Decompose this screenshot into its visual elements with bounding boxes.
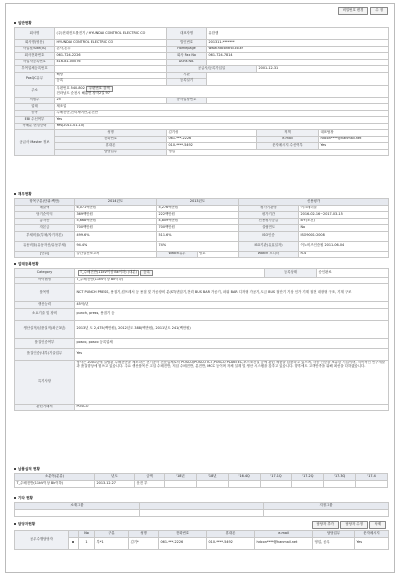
finance-section-title: 재무현황	[14, 192, 32, 196]
company-name-value: (주)현대컨트롤전기 / HYUNDAI CONTROL ELECTRIC CO	[55, 28, 167, 40]
supply-row-cell	[196, 480, 228, 487]
eng-name-value: HYUNDAI CONTROL ELECTRIC CO	[55, 40, 167, 47]
industry-label: 업태	[15, 104, 55, 111]
reg-status-value: 승인완료	[317, 269, 389, 278]
product-value: NCT PUNCH PRESS, 용접기,컴프레서 등 용접 및 가공장비 분(ST)변압기,전력 BUS BAR 가공기, 파워 BAR 디자형 가공기,도금 BUS 절단기 기상 인가 기계 절전 내장형 구조, 기계 구조	[75, 284, 389, 302]
finance-row-v1: 5,668백만원	[75, 218, 157, 225]
bullet-icon	[14, 468, 16, 470]
delete-contact-button[interactable]: 삭제	[369, 521, 386, 529]
sub-site-label: 종사업장번호	[167, 97, 207, 104]
supply-row-cell	[292, 480, 324, 487]
corp-no-value: 201311-*******	[207, 40, 389, 47]
tech-label: 소요기술 및 장비	[15, 308, 75, 320]
bullet-icon	[14, 193, 16, 195]
supply-header-period: '17.1Q	[260, 474, 292, 481]
supply-header-cat: 소분야(분류)	[15, 474, 95, 481]
contact-header-name: 성명	[129, 531, 159, 538]
contact-row-email: hdcon****@hanmail.net	[255, 537, 313, 549]
fax-label: 회사 Fax No	[167, 53, 207, 60]
supply-row-cell	[228, 480, 260, 487]
capacity-label: 생산능력	[15, 302, 75, 309]
category-select[interactable]: T_수배전반(11kV이상 Bk이하) (대분)	[78, 270, 140, 276]
finance-row-v1: 94.4%	[75, 241, 157, 251]
sms-consent-label: 독배분 변경승락	[15, 123, 55, 130]
credit-row-value: ISO9001:2008	[299, 231, 389, 241]
group-header-material: 소재그룹	[15, 503, 140, 510]
partner-value: POSCO	[75, 404, 389, 411]
finance-row-v2: 222백만원	[157, 212, 239, 219]
supply-row-year: 2013.12.27	[95, 480, 135, 487]
trade-item-label: 아이템명	[15, 277, 75, 284]
product-label: 품목명	[15, 284, 75, 302]
expertise-label: 품질인증(내부)기술업무	[15, 348, 75, 360]
vendor-detail-page	[5, 3, 395, 573]
fax-value: 061-724-7814	[207, 53, 389, 60]
add-contact-button[interactable]: 담당자 추가	[312, 521, 339, 529]
group-section-title: 기타 현황	[14, 496, 33, 500]
master-email-label: e-mail	[257, 136, 319, 143]
contact-section-title: 담당자현황	[14, 522, 35, 526]
master-tel-value: 061-***-2226	[167, 136, 257, 143]
finance-row-v1: 700백만원	[75, 225, 157, 232]
posqc-reg: 등록	[56, 78, 64, 83]
homepage-value[interactable]: www.hdcontrol.co.kr	[207, 46, 389, 53]
contact-header-email: e-mail	[255, 531, 313, 538]
master-tel-label: 전화번호	[55, 136, 167, 143]
supply-row-cat: T_수배전반(11kV이상 Bk이하)	[15, 480, 95, 487]
contact-table	[14, 530, 389, 550]
finance-table	[14, 198, 389, 258]
group-row-assigned	[264, 509, 389, 516]
bizno-value: 416-81-00076	[55, 59, 167, 66]
credit-row-label: ISO인증	[239, 231, 299, 241]
employees-label: 직원수	[15, 97, 55, 104]
finance-row-v1: 중간결산보고서	[75, 251, 157, 258]
master-mobile-label: 휴대폰	[55, 143, 167, 150]
certification-label: 품질인증여부	[15, 338, 75, 348]
supply-header-period: '17.4	[356, 474, 388, 481]
item-label: 종목	[15, 110, 55, 117]
company-name-label: 회사명	[15, 28, 55, 40]
finance-row-label: 부채비율(부채/자기자본)	[15, 231, 75, 241]
contact-row-mobile: 010-****-5492	[207, 537, 255, 549]
employees-value: 25	[55, 97, 167, 104]
master-title-label: 직책	[257, 130, 319, 137]
tel-value: 061-724-2226	[55, 53, 167, 60]
basic-info-table	[14, 27, 389, 156]
contact-header-no: No	[79, 531, 95, 538]
credit-row-value: B+(조건)	[299, 218, 389, 225]
item-value: 수배전반,전력제어반,분전반	[55, 110, 389, 117]
finance-header-credit: 신용평가	[239, 199, 389, 206]
est-value: 2001-12-31	[257, 66, 389, 73]
contact-header-dept: 담당업무	[313, 531, 355, 538]
master-name-label: 성명	[55, 130, 167, 137]
industry-value: 제조업	[55, 104, 389, 111]
finance-row-label: 유동비율(유동자산/유동부채)	[15, 241, 75, 251]
duns-label: Duns No.	[167, 59, 207, 66]
posqc-org-label: 기관	[167, 73, 206, 79]
supply-header-period: '18년	[196, 474, 228, 481]
contact-row-label: 공무수행담당자	[15, 531, 69, 550]
credit-row-value: No	[299, 225, 389, 232]
zipcode-search-button[interactable]: 우편번호 검색	[86, 86, 113, 92]
credit-row-label: 신용평가등급	[239, 218, 299, 225]
site-label: 사업장/Site(IS)	[15, 46, 55, 53]
credit-row-value: 이노비즈인증원 2011-06-04	[299, 241, 389, 251]
corp-no-label: 법인번호	[167, 40, 207, 47]
ebi-value: Yes	[55, 117, 389, 124]
bizreg-label: 부여업체등록번호	[15, 66, 55, 73]
zipcode-value: 우편번호 540-802	[56, 86, 85, 91]
contact-actions	[312, 521, 387, 529]
bullet-icon	[14, 263, 16, 265]
master-name-value: 김기성	[167, 130, 257, 137]
modify-button[interactable]: 수 정	[370, 7, 388, 15]
bullet-icon	[14, 523, 16, 525]
finance-row-label: 당기순이익	[15, 212, 75, 219]
contact-header-sms: 문자메시지	[355, 531, 389, 538]
group-row-blank	[140, 509, 264, 516]
supply-header-amt: 금액	[135, 474, 165, 481]
supply-row-cell	[324, 480, 356, 487]
credit-row-label: 평가기관명	[239, 205, 299, 212]
eng-name-label: 회사명(영문)	[15, 40, 55, 47]
expertise-value: Yes	[75, 348, 389, 360]
capacity-value: 45억/년	[75, 302, 389, 309]
contact-select-checkbox[interactable]	[72, 541, 74, 543]
record-label: 생산실적/납품실적(최근3년)	[15, 320, 75, 338]
group-header-assigned: 지정그룹	[264, 503, 389, 510]
posqc-status: 해당	[55, 73, 166, 79]
site-value: 본사,본부	[55, 46, 167, 53]
supply-row-cell	[165, 480, 197, 487]
address-value: 전라남도 순천시 해룡면 장자2길 97	[56, 91, 110, 95]
group-row-material	[15, 509, 140, 516]
register-button[interactable]: 등록	[140, 270, 153, 276]
posqc-label: PosQC유무	[15, 72, 55, 85]
change-password-button[interactable]: 비밀번호 변경	[338, 7, 369, 15]
tech-value: punch, press, 용접기 등	[75, 308, 389, 320]
sms-consent-value: Yes(2011-01-10)	[55, 123, 389, 130]
master-label: 공급사 Master 정보	[15, 130, 55, 156]
finance-row-v2: 700백만원	[157, 225, 239, 232]
partner-label: 관련거래처	[15, 404, 75, 411]
finance-row-v1: 6,071백만원	[75, 205, 157, 212]
contact-row-tel: 061-***-2226	[159, 537, 207, 549]
edit-contact-button[interactable]: 담당자 수정	[340, 521, 367, 529]
supply-header-year: 년도	[95, 474, 135, 481]
ceo-label: 대표자명	[167, 28, 207, 40]
finance-header-y2: 2013년도	[157, 199, 239, 206]
est-label: 공급사/등록가입일	[167, 66, 257, 73]
trade-section-title: 업태등록현황	[14, 262, 39, 266]
supply-header-period: '18년	[165, 474, 197, 481]
trade-item-value: T_수배전반(11kV이상 Bk이하)	[75, 277, 389, 284]
bullet-icon	[14, 497, 16, 499]
supply-header-period: '17.2Q	[292, 474, 324, 481]
finance-row-v1: 499.6%	[75, 231, 157, 241]
ebi-label: EBI 수신여부	[15, 117, 55, 124]
supply-header-period: '17.3Q	[324, 474, 356, 481]
category-label: Category	[15, 269, 75, 278]
finance-header-item: 항목구분(단위:백만)	[15, 199, 75, 206]
homepage-label: Homepage	[167, 46, 207, 53]
supply-table	[14, 473, 388, 488]
trade-table	[14, 268, 389, 411]
master-title-value: 대표팀장	[319, 130, 389, 137]
supply-section-title: 납품실적 현황	[14, 467, 40, 471]
finance-row-v2: 74%	[157, 241, 239, 251]
supply-row-cell	[356, 480, 388, 487]
finance-row-label: 총자산	[15, 218, 75, 225]
finance-row-v2: 5,276백만원	[157, 205, 239, 212]
certification-value: posco, posco 등록업체	[75, 338, 389, 348]
ceo-value: 유한샘	[207, 28, 389, 40]
credit-row-value: R-4	[299, 251, 389, 258]
finance-header-y1: 2014년도	[75, 199, 157, 206]
bizno-label: 사업자등록번호	[15, 59, 55, 66]
credit-row-label: 설립연도	[239, 225, 299, 232]
contact-row-title: 부*1	[95, 537, 129, 549]
group-table	[14, 502, 389, 517]
credit-row-label: ISO기관(유효일자)	[239, 241, 299, 251]
contact-row-dept: 영업, 공무	[313, 537, 355, 549]
basic-section-title: 일반현황	[14, 21, 32, 25]
reg-status-label: 등록상태	[265, 269, 317, 278]
tel-label: 회사전화번호	[15, 53, 55, 60]
finance-row-v1: 369백만원	[75, 212, 157, 219]
finance-row-v2: 511.6%	[157, 231, 239, 241]
master-email-value: hdcon****@hanmail.net	[319, 136, 389, 143]
remarks-label: 특기사항	[15, 360, 75, 404]
master-dept-label: 담당업무	[55, 149, 167, 156]
watch-label: Watch유무	[157, 252, 198, 258]
bullet-icon	[14, 22, 16, 24]
finance-row-label: 매출액	[15, 205, 75, 212]
supply-header-period: '16.4Q	[228, 474, 260, 481]
posqc-regdate-label: 등록일기	[179, 78, 194, 83]
finance-row-v2: 4,809백만원	[157, 218, 239, 225]
credit-row-label: Watch 모니터	[239, 251, 299, 258]
remarks-value: 당사는 2001년에 설립된 수배전반을 제조하는 전기공사 전문업체로서 POSCO/POSCO ICT,POSCO PLANTEC,포스코건설 등에 관련 제품을 납품하고 있으며, 각종 인증을 보유한 기업이며, 지속적인 연구개발과 품질향상에 힘쓰고 있습니다. 주요 생산품목은 고압 수배전반, 저압 수배전반, 분전반, MCC 등이며 자체 설계 및 생산 시스템을 갖추고 있습니다. 향후에도 고객만족을 위해 최선을 다하겠습니다.	[75, 360, 389, 404]
master-sms-value: Yes	[319, 143, 389, 150]
finance-row-label: [단위]	[15, 251, 75, 258]
address-label: 주소	[15, 85, 55, 97]
top-toolbar	[338, 7, 388, 15]
finance-row-label: 자본금	[15, 225, 75, 232]
contact-header-title: 구분	[95, 531, 129, 538]
contact-row-name: 김기*	[129, 537, 159, 549]
supply-row-amt: 운전 부	[135, 480, 165, 487]
record-value: 2013년 도 2,475(백만원), 2012년도 388(백만원), 2011년도 241(백만원)	[75, 320, 389, 338]
credit-row-label: 평가기간	[239, 212, 299, 219]
contact-row-no: 1	[79, 537, 95, 549]
master-dept-value: 영업	[167, 149, 389, 156]
contact-row-sms: Yes	[355, 537, 389, 549]
master-mobile-value: 010-****-5492	[167, 143, 257, 150]
watch-value: 양호	[199, 251, 206, 256]
master-sms-label: 문자메시지 수신여부	[257, 143, 319, 150]
supply-row-cell	[260, 480, 292, 487]
credit-row-value: 2016-02-16~2017-03-15	[299, 212, 389, 219]
contact-header-mobile: 휴대폰	[207, 531, 255, 538]
credit-row-value: 이크레더블	[299, 205, 389, 212]
contact-header-tel: 전화번호	[159, 531, 207, 538]
